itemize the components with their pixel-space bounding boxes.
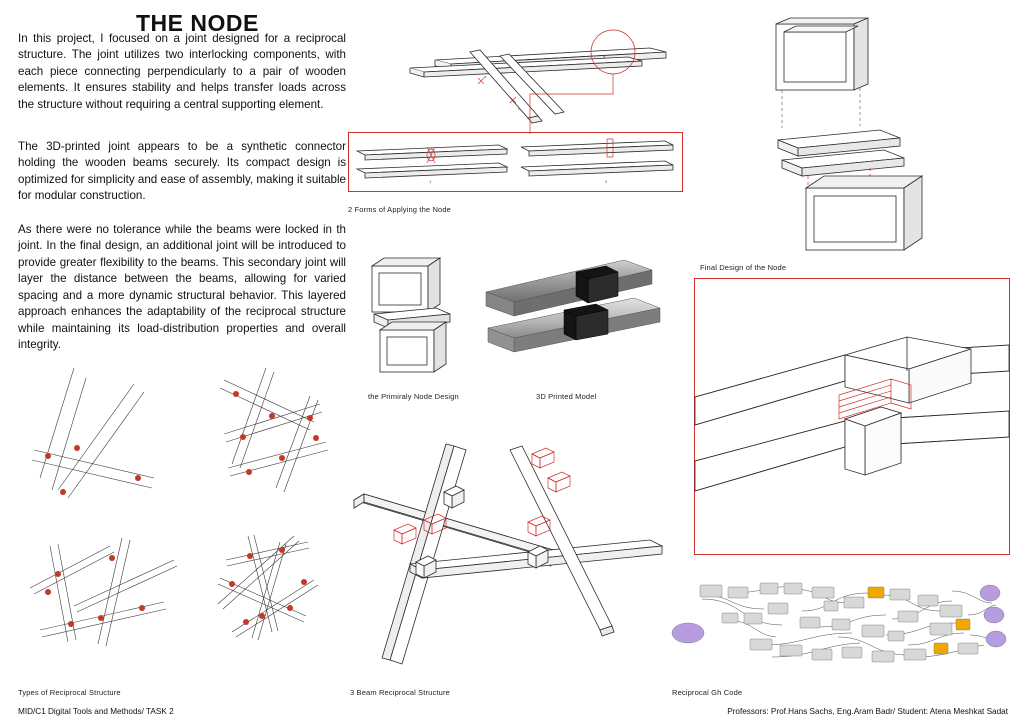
paragraph-printed-joint: The 3D-printed joint appears to be a synthetic connector holding the wooden beams securely. Its compact design is optimized for simplicity and ease of assembly, making it suitable for modular construction. [18, 140, 346, 203]
paragraph-tolerance: As there were no tolerance while the beams were locked in th joint. In the final design, an additional joint will be introduced to provide greater flexibility to the beams. This secondary joint will layer the distance between the beams, allowing for varied spacing and a more dynamic structural behavior. This layered approach enhances the adaptability of the reciprocal structure while maintaining its load-distribution properties and overall integrity. [18, 223, 346, 352]
label-form-one: 1 [429, 179, 432, 184]
footer-credits-label: Professors: Prof.Hans Sachs, Eng.Aram Badr/ Student: Atena Meshkat Sadat [727, 707, 1008, 716]
figure-types-reciprocal [14, 360, 344, 680]
caption-primary-node: the Primiraly Node Design [368, 392, 459, 401]
caption-printed-model: 3D Printed Model [536, 392, 597, 401]
caption-gh-code: Reciprocal Gh Code [672, 688, 743, 697]
paragraph-intro: In this project, I focused on a joint designed for a reciprocal structure. The joint utilizes two interlocking components, with each piece connecting perpendicularly to a pair of wooden elements. It ensures stability and helps transfer loads across the structure without requiring a central supporting element. [18, 32, 346, 111]
figure-gh-code [672, 575, 1012, 675]
caption-types-reciprocal: Types of Reciprocal Structure [18, 688, 121, 697]
footer-course-label: MID/C1 Digital Tools and Methods/ TASK 2 [18, 707, 174, 716]
figure-primary-node-design [358, 252, 488, 382]
label-form-two: 2 [605, 179, 608, 184]
label-dim-c: c [518, 106, 520, 111]
caption-final-design: Final Design of the Node [700, 263, 787, 272]
label-dim-a: a [484, 74, 487, 79]
figure-three-beam-structure [350, 440, 680, 680]
caption-three-beam: 3 Beam Reciprocal Structure [350, 688, 450, 697]
figure-final-design-exploded [760, 18, 1010, 258]
figure-two-forms [348, 132, 683, 192]
page-title: THE NODE [136, 10, 259, 36]
caption-forms-of-applying: 2 Forms of Applying the Node [348, 205, 452, 214]
figure-3d-printed-model [484, 252, 664, 382]
label-detail-callout: a [603, 54, 606, 59]
figure-joint-detail [694, 278, 1010, 555]
figure-node-overview [350, 22, 685, 132]
